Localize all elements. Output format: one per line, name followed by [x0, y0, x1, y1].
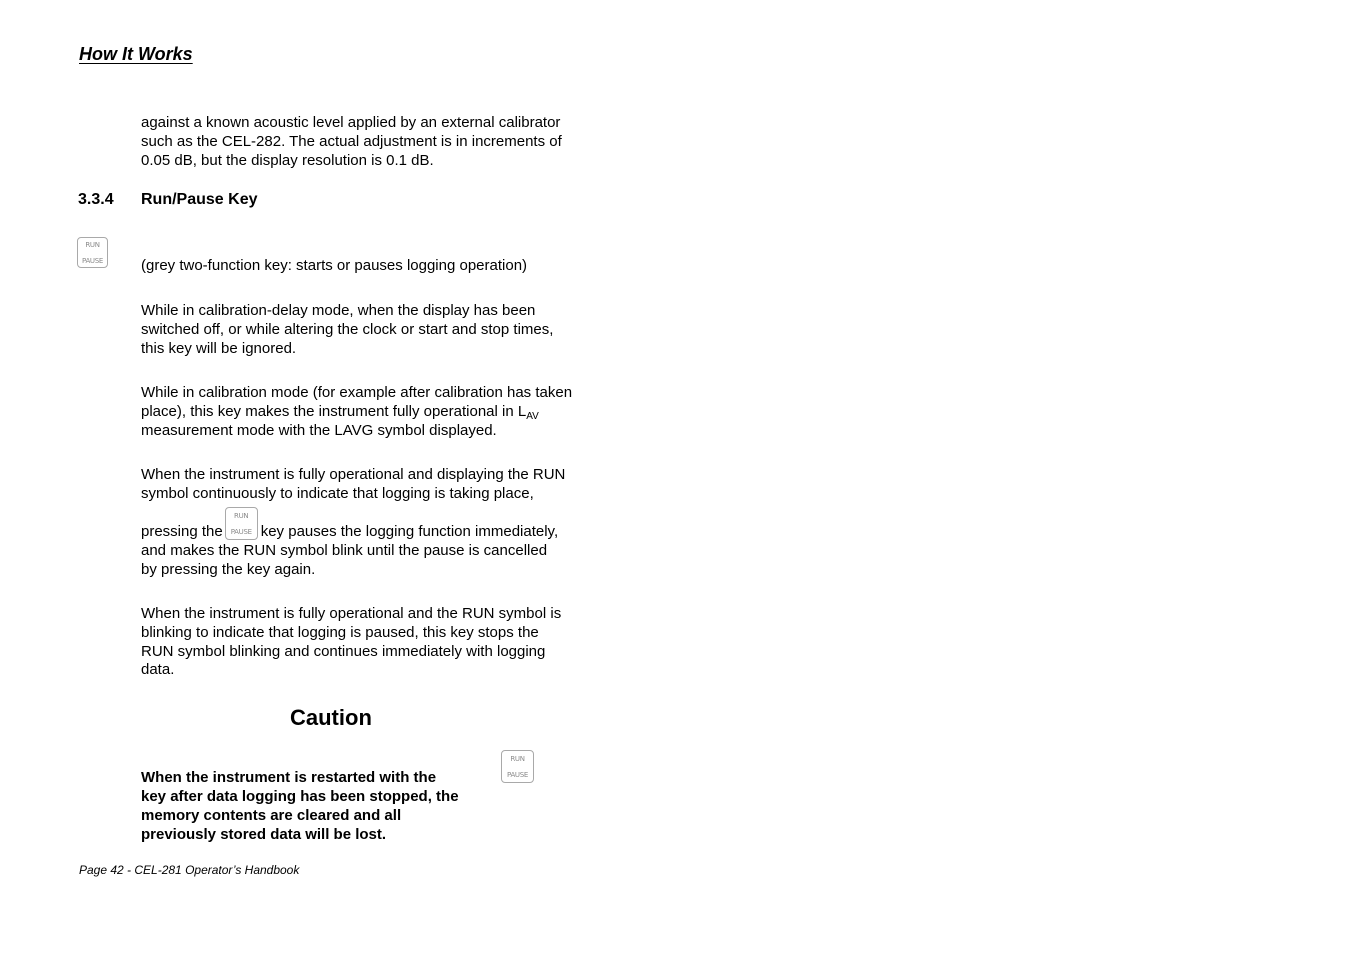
text-line: blinking to indicate that logging is paused, this key stops the	[141, 623, 539, 641]
caution-text	[141, 747, 561, 844]
key-top-label: RUN	[510, 755, 525, 763]
text-line: RUN symbol blinking and continues immediately with logging	[141, 642, 546, 660]
section-title: Run/Pause Key	[141, 191, 258, 208]
text-line: When the instrument is fully operational and the RUN symbol is	[141, 605, 562, 622]
page-footer: Page 42 - CEL-281 Operator’s Handbook	[79, 863, 300, 877]
paragraph-logging-paused	[141, 605, 611, 680]
text-line: key after data logging has been stopped, the	[141, 788, 459, 805]
text-segment: key pauses the logging function immediately,	[260, 523, 559, 540]
key-bottom-label: PAUSE	[81, 257, 104, 265]
text-line: data.	[141, 661, 175, 679]
key-top-label: RUN	[234, 512, 249, 520]
text-line	[141, 403, 611, 422]
text-segment: pressing the	[141, 523, 223, 540]
intro-paragraph	[141, 114, 611, 170]
paragraph-logging-run	[141, 466, 611, 504]
section-heading	[78, 191, 257, 209]
text-line: memory contents are cleared and all	[141, 806, 402, 824]
text-line: this key will be ignored.	[141, 339, 297, 357]
text-line	[141, 503, 611, 540]
text-line: symbol continuously to indicate that logging is taking place,	[141, 484, 534, 502]
text-line	[141, 747, 561, 784]
text-line: When the instrument is fully operational and displaying the RUN	[141, 466, 566, 483]
run-pause-key-icon	[225, 507, 258, 540]
paragraph-logging-run-end	[141, 542, 611, 580]
text-line: 0.05 dB, but the display resolution is 0.1 dB.	[141, 151, 434, 169]
text-line: While in calibration-delay mode, when the display has been	[141, 302, 536, 319]
key-top-label: RUN	[85, 241, 100, 249]
paragraph-logging-run-cont	[141, 503, 611, 540]
text-segment: place), this key makes the instrument fully operational in L	[141, 402, 527, 420]
key-bottom-label: PAUSE	[506, 771, 529, 779]
text-line: by pressing the key again.	[141, 560, 316, 578]
run-pause-key-icon	[501, 750, 534, 783]
text-line: and makes the RUN symbol blink until the pause is cancelled	[141, 542, 548, 559]
run-pause-key-icon	[77, 237, 108, 268]
paragraph-calibration-delay	[141, 302, 611, 358]
key-bottom-label: PAUSE	[230, 528, 252, 536]
text-segment: When the instrument is restarted with the	[141, 769, 437, 786]
subscript: AV	[526, 410, 539, 422]
text-line: previously stored data will be lost.	[141, 825, 387, 843]
text-line: against a known acoustic level applied by an external calibrator	[141, 114, 561, 131]
section-number: 3.3.4	[78, 191, 114, 208]
paragraph-calibration-mode	[141, 384, 611, 440]
key-description: (grey two-function key: starts or pauses logging operation)	[141, 257, 528, 274]
caution-heading: Caution	[290, 705, 372, 730]
text-line: switched off, or while altering the clock or start and stop times,	[141, 320, 554, 338]
text-line: While in calibration mode (for example after calibration has taken	[141, 384, 573, 401]
page-header: How It Works	[79, 44, 193, 64]
text-line: such as the CEL-282. The actual adjustment is in increments of	[141, 132, 562, 150]
text-line: measurement mode with the LAVG symbol displayed.	[141, 421, 497, 439]
